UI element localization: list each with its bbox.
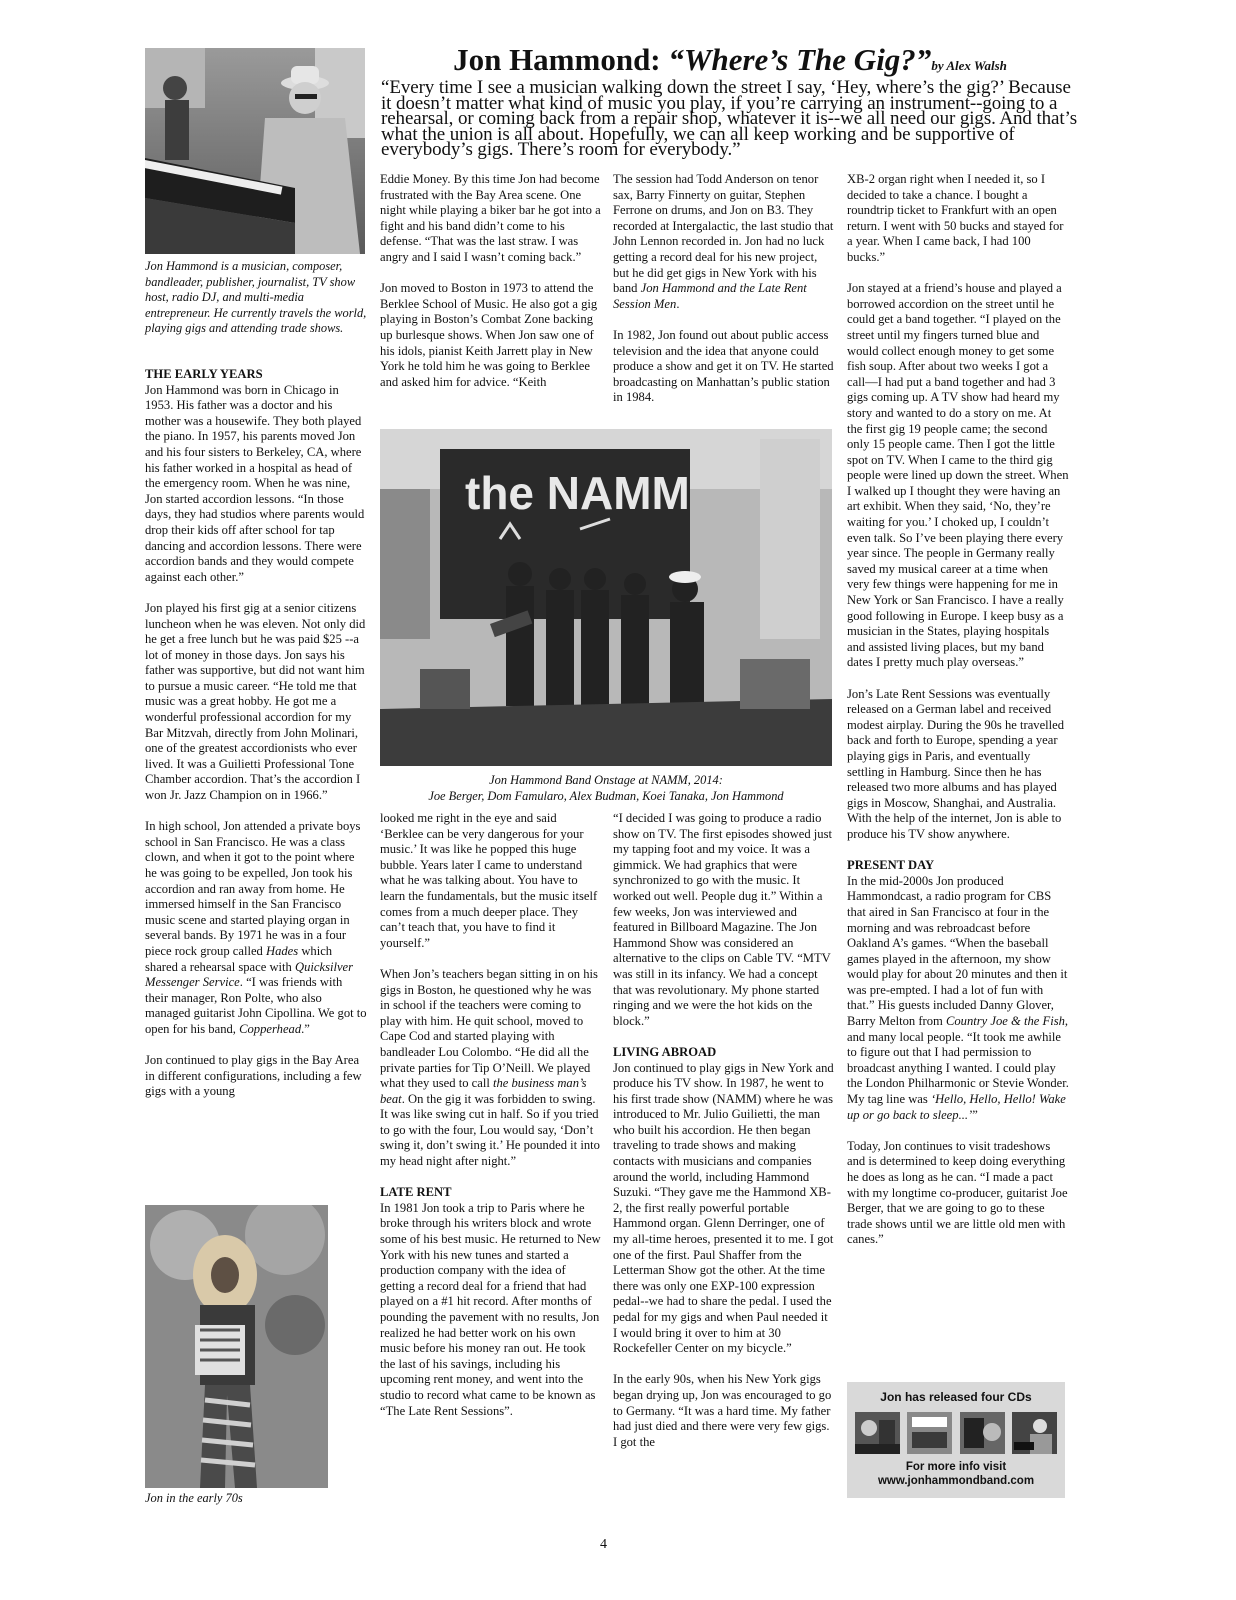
title-main: Jon Hammond: — [453, 42, 669, 77]
heading-late-rent: LATE RENT — [380, 1185, 452, 1200]
col3-paragraph: The session had Todd Anderson on tenor sax, Barry Finnerty on guitar, Stephen Ferrone on drums, and Jon on B3. They recorded at Intergalactic, the last studio that John Lennon recorded in. Jon had no luck getting a record deal for his new project, but he did get gigs in New York with his band Jon Hammond and the Late Rent Session Men. — [613, 172, 834, 311]
photo2-caption-line2: Joe Berger, Dom Famularo, Alex Budman, Koei Tanaka, Jon Hammond — [428, 788, 784, 803]
col4-paragraph: Jon’s Late Rent Sessions was eventually released on a German label and received modest airplay. During the 90s he travelled back and forth to Europe, spending a year playing gigs in Paris, and eventually settling in Hamburg. Since then he has released two more albums and has played gigs in Moscow, Shanghai, and Australia. With the help of the internet, Jon is able to produce his TV show anywhere. — [847, 686, 1065, 841]
col2-paragraph: Jon moved to Boston in 1973 to attend the Berklee School of Music. He also got a gig playing in Boston’s Combat Zone backing up burlesque shows. When Jon saw one of his idols, pianist Keith Jarrett play in New York he told him he was going to Berklee and asked him for advice. “Keith — [380, 281, 598, 389]
article-title — [380, 42, 1080, 78]
photo3-caption: Jon in the early 70s — [145, 1491, 243, 1505]
photo-namm-image — [380, 429, 832, 766]
cd-thumbnails — [847, 1412, 1065, 1454]
photo-jon-at-organ-image — [145, 48, 365, 254]
cd-box-heading: Jon has released four CDs — [880, 1390, 1032, 1404]
column-4 — [847, 172, 1069, 1264]
col2-paragraph: Eddie Money. By this time Jon had become frustrated with the Bay Area scene. One night while playing a biker bar he got into a fight and his band didn’t come to his defense. “That was the last straw. I was angry and I said I wasn’t coming back.” — [380, 172, 601, 264]
photo-jon-early-70s — [145, 1205, 328, 1488]
cd-info-box — [847, 1382, 1065, 1498]
heading-early-years: THE EARLY YEARS — [145, 367, 263, 381]
col4-paragraph: Today, Jon continues to visit tradeshows and is determined to keep doing everything he does as long as he can. “I made a pact with my longtime co-producer, guitarist Joe Berger, that we are going to go to these trade shows until we are little old men with canes.” — [847, 1138, 1068, 1247]
column-2-top — [380, 172, 602, 406]
col4-paragraph: In the mid-2000s Jon produced Hammondcast, a radio program for CBS that aired in San Francisco at four in the morning and was rebroadcast before Oakland A’s games. “When the baseball games played in the afternoon, my show would play for about 20 minutes and then it was pre-empted. I had a lot of fun with that.” His guests included Danny Glover, Barry Melton from Country Joe & the Fish, and many local people. “It took me awhile to figure out that I had permission to broadcast anything I wanted. I could play the London Philharmonic or Stevie Wonder. My tag line was ‘Hello, Hello, Hello! Wake up or go back to sleep...’” — [847, 873, 1069, 1122]
cd-box-footer-line1: For more info visit — [905, 1461, 1007, 1473]
col1-paragraph: Jon continued to play gigs in the Bay Area in different configurations, including a few gigs with a young — [145, 1053, 362, 1099]
col2-paragraph: In 1981 Jon took a trip to Paris where he broke through his writers block and wrote some of his best music. He returned to New York with his new tunes and started a production company with the idea of getting a record deal for a friend that had played on a #1 hit record. After months of pounding the pavement with no results, Jon realized he had better work on his own music before his money ran out. He took the last of his savings, including his upcoming rent money, and went into the studio to record what came to be known as “The Late Rent Sessions”. — [380, 1200, 601, 1418]
col2-paragraph: looked me right in the eye and said ‘Berklee can be very dangerous for your music.’ It was like he popped this huge bubble. Years later I came to understand what he was talking about. You have to learn the fundamentals, but the music itself comes from a much deeper place. They can’t teach that, you have to find it yourself.” — [380, 811, 598, 950]
col1-paragraph: Jon played his first gig at a senior citizens luncheon when he was eleven. Not only did he get a free lunch but he was paid $25 --a lot of money in those days. Jon says his father was supportive, but did not want him to pursue a music career. “He told me that music was a great hobby. He got me a wonderful professional accordion for my Bar Mitzvah, directly from John Molinari, one of the greatest accordionists who ever lived. It was a Guilietti Professional Tone Chamber accordion. That’s the accordion I won Jr. Jazz Champion on in 1966.” — [145, 600, 366, 803]
cd-cover-3[interactable] — [960, 1412, 1005, 1454]
heading-present-day: PRESENT DAY — [847, 858, 935, 873]
photo-early-70s-image — [145, 1205, 328, 1488]
photo2-caption — [380, 773, 832, 804]
col3-paragraph: Jon continued to play gigs in New York and produce his TV show. In 1987, he went to his first trade show (NAMM) where he was introduced to Mr. Julio Guilietti, the man who built his accordion. He then began traveling to trade shows and making contacts with musicians and companies around the world, including Hammond Suzuki. “They gave me the Hammond XB-2, the first really powerful portable Hammond organ. Glenn Derringer, one of my all-time heroes, presented it to me. I got one of the first. Paul Shaffer from the Letterman Show got the other. At the time there was only one EXP-100 expression pedal--we had to share the pedal. I used the pedal for my gigs and when Paul needed it I would bring it over to him at 30 Rockefeller Center on my bicycle.” — [613, 1060, 834, 1356]
column-2-bottom — [380, 811, 602, 1435]
namm-sign-text: the NAMM — [465, 467, 690, 519]
column-3-top — [613, 172, 835, 422]
cd-box-website[interactable]: www.jonhammondband.com — [877, 1475, 1035, 1487]
photo1-caption: Jon Hammond is a musician, composer, bandleader, publisher, journalist, TV show host, radio DJ, and multi-media entrepreneur. He currently travels the world, playing gigs and attending trade shows. — [145, 259, 367, 336]
photo2-caption-line1: Jon Hammond Band Onstage at NAMM, 2014: — [489, 773, 723, 787]
col3-paragraph: “I decided I was going to produce a radio show on TV. The first episodes showed just my tapping foot and my voice. It was a gimmick. We had graphics that were synchronized to go with the music. It worked out well. People dug it.” Within a few weeks, Jon was interviewed and featured in Billboard Magazine. The Jon Hammond Show was considered an alternative to the clips on Cable TV. “MTV was still in its infancy. We had a concept that was revolutionary. My phone started ringing and we were the hot kids on the block.” — [613, 811, 832, 1028]
page-number: 4 — [600, 1537, 607, 1552]
col3-paragraph: In 1982, Jon found out about public access television and the idea that anyone could produce a show and get it on TV. He started broadcasting on Manhattan’s public station in 1984. — [613, 327, 834, 405]
col4-paragraph: Jon stayed at a friend’s house and played a borrowed accordion on the street until he could get a band together. “I played on the street until my fingers turned blue and would collect enough money to get some fish soup. After about two weeks I got a call—I had put a band together and had 3 gigs coming up. A TV show had heard my story and wanted to do a story on me. At the first gig 19 people came; the second only 15 people came. Then I got the little spot on TV. When I came to the third gig people were lined up down the street. When I walked up I thought they were having an art exhibit. When they said, ‘No, they’re waiting for you.’ I choked up, I couldn’t even talk. So I’ve been playing there every year since. The people in Germany really saved my musical career at a time when very few things were happening for me in New York or San Francisco. I have a really good following in Europe. I keep busy as a musician in the States, playing hospitals and assisted living places, but my band dates I pretty much play overseas.” — [847, 281, 1069, 670]
cd-cover-4[interactable] — [1012, 1412, 1057, 1454]
col1-paragraph: Jon Hammond was born in Chicago in 1953. His father was a doctor and his mother was a housewife. They both played the piano. In 1957, his parents moved Jon and his four sisters to Berkeley, CA, where his father worked in a hospital as head of the emergency room. When he was nine, Jon started accordion lessons. “In those days, they had studios where parents would drop their kids off after school for tap dancing and accordion lessons. There were accordion bands and they would compete against each other.” — [145, 382, 365, 584]
col4-paragraph: XB-2 organ right when I needed it, so I decided to take a chance. I bought a roundtrip ticket to Frankfurt with an open return. I went with 50 bucks and stayed for a year. When I came back, I had 100 bucks.” — [847, 172, 1064, 264]
cd-cover-1[interactable] — [855, 1412, 900, 1454]
pull-quote: “Every time I see a musician walking down the street I say, ‘Hey, where’s the gig?’ Because it doesn’t matter what kind of music you play, if you’re carrying an instrument--going to a rehearsal, or coming back from a repair shop, whatever it is--we all need our gigs. And that’s what the union is all about. Hopefully, we can all keep working and be supportive of everybody’s gigs. There’s room for everybody.” — [381, 77, 1078, 161]
col2-paragraph: When Jon’s teachers began sitting in on his gigs in Boston, he questioned why he was in school if the teachers were coming to play with him. He quit school, moved to Cape Cod and started playing with bandleader Lou Colombo. “He did all the private parties for Tip O’Neill. We played what they used to call the business man’s beat. On the gig it was forbidden to swing. It was like swing cut in half. So if you tried to go with the four, Lou would say, ‘Don’t swing it, don’t swing it.’ He pounded it into my head night after night.” — [380, 966, 600, 1169]
col1-paragraph: In high school, Jon attended a private boys school in San Francisco. He was a class clown, and when it got to the point where he was going to be expelled, Jon took his accordion and ran away from home. He immersed himself in the San Francisco music scene and started playing organ in several bands. By 1971 he was in a four piece rock group called Hades which shared a rehearsal space with Quicksilver Messenger Service. “I was friends with their manager, Ron Polte, who also managed guitarist John Cipollina. We got to open for his band, Copperhead.” — [145, 819, 367, 1036]
cd-cover-2[interactable] — [907, 1412, 952, 1454]
col3-paragraph: In the early 90s, when his New York gigs began drying up, Jon was encouraged to go to Germany. “It was a hard time. My father had just died and there were very few gigs. I got the — [613, 1372, 832, 1449]
photo-namm-band — [380, 429, 832, 766]
byline: by Alex Walsh — [931, 58, 1007, 73]
heading-living-abroad: LIVING ABROAD — [613, 1044, 717, 1059]
column-1 — [145, 367, 367, 1116]
title-quote: “Where’s The Gig?” — [668, 42, 932, 77]
photo-jon-at-organ — [145, 48, 365, 254]
column-3-bottom — [613, 811, 835, 1466]
